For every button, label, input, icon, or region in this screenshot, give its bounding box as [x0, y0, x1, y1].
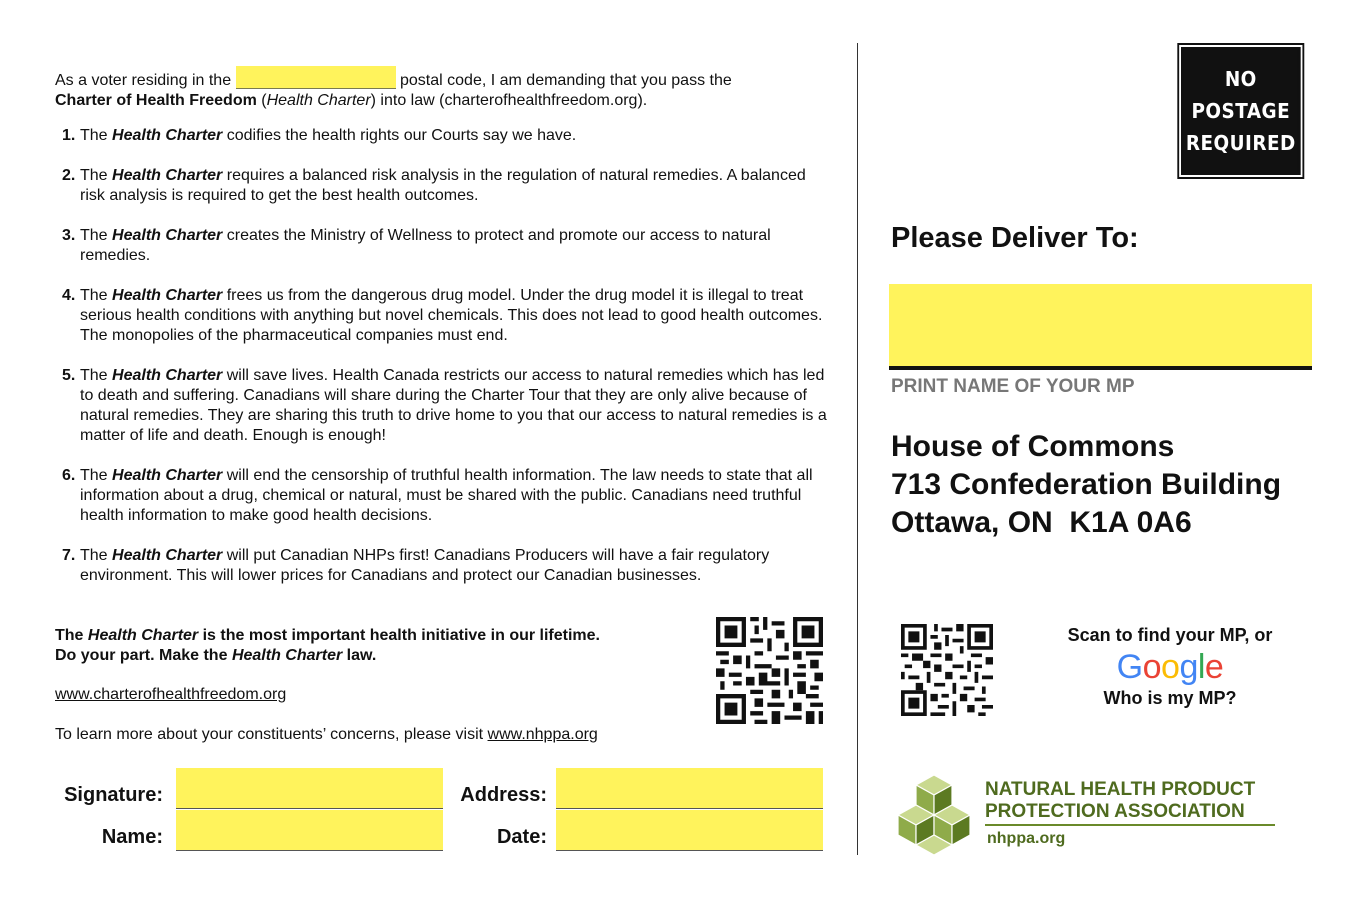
name-label: Name: [101, 826, 163, 848]
closing-charter: Health Charter [231, 647, 343, 664]
google-search-query: Who is my MP? [1103, 688, 1237, 708]
item-text: requires a balanced risk analysis in the regulation of natural remedies. A balanced risk analysis is required to get the best health outcomes. [80, 167, 806, 204]
google-letter: e [1204, 648, 1224, 686]
item-lead: The [80, 287, 108, 304]
item-text: will put Canadian NHPs first! Canadians Producers will have a fair regulatory environment. This will lower prices for Canadians and protect our Canadian businesses. [80, 547, 770, 584]
item-lead: The [80, 467, 108, 484]
date-field[interactable] [556, 810, 823, 851]
charter-name: Charter of Health Freedom [55, 92, 257, 109]
address-line: 713 Confederation Building [891, 468, 1282, 501]
mp-name-label: PRINT NAME OF YOUR MP [891, 376, 1135, 397]
vertical-divider [857, 43, 858, 855]
item-charter: Health Charter [112, 127, 223, 144]
closing-text: is the most important health initiative in our lifetime. [202, 627, 600, 644]
item-text: codifies the health rights our Courts say we have. [226, 127, 577, 144]
list-item [55, 466, 835, 526]
item-text: creates the Ministry of Wellness to protect and promote our access to natural remedies. [80, 227, 771, 264]
charter-qr-code[interactable] [716, 617, 823, 724]
item-charter: Health Charter [112, 227, 223, 244]
address-line: Ottawa, ON K1A 0A6 [891, 506, 1192, 539]
closing-text: law. [346, 647, 377, 664]
deliver-heading: Please Deliver To: [891, 222, 1139, 254]
item-text: will save lives. Health Canada restricts our access to natural remedies which has led to death and suffering. Canadians will share during the Charter Tour that they are only alive because of natural remedies. They are sharing this truth to drive home to you that our access to natural remedies is a matter of life and death. Enough is enough! [80, 367, 827, 444]
google-logo[interactable] [1045, 648, 1295, 687]
item-lead: The [80, 167, 108, 184]
address-field[interactable] [556, 768, 823, 809]
list-item [55, 366, 835, 446]
item-charter: Health Charter [112, 547, 223, 564]
charter-short: Health Charter [266, 92, 371, 109]
org-name-line: NATURAL HEALTH PRODUCT [985, 779, 1256, 800]
item-text: will end the censorship of truthful health information. The law needs to state that all information about a drug, chemical or natural, must be shared with the public. Canadians need truthful health information to make good health decisions. [80, 467, 813, 524]
item-lead: The [80, 127, 108, 144]
item-charter: Health Charter [112, 287, 223, 304]
signature-field[interactable] [176, 768, 443, 809]
date-label: Date: [496, 826, 547, 848]
closing-charter: Health Charter [87, 627, 199, 644]
item-lead: The [80, 227, 108, 244]
item-charter: Health Charter [112, 367, 223, 384]
item-lead: The [80, 367, 108, 384]
item-lead: The [80, 547, 108, 564]
item-text: frees us from the dangerous drug model. Under the drug model it is illegal to treat serious health conditions with anything but novel chemicals. This does not lead to good health outcomes. The monopolies of the pharmaceutical companies must end. [80, 287, 823, 344]
item-number: 2. [62, 167, 76, 184]
charter-points-list [55, 126, 835, 606]
list-item [55, 166, 835, 206]
item-number: 4. [62, 287, 76, 304]
postage-stamp-box [1181, 47, 1301, 175]
address-line: House of Commons [891, 430, 1175, 463]
closing-text: Do your part. Make the [55, 647, 228, 664]
google-letter: g [1179, 648, 1198, 686]
google-letter: o [1161, 648, 1180, 686]
learn-more-text [55, 726, 598, 744]
learn-text: To learn more about your constituents’ concerns, please visit [55, 726, 484, 743]
stamp-line: NO [1224, 67, 1257, 91]
item-number: 5. [62, 367, 76, 384]
list-item [55, 546, 835, 586]
item-number: 3. [62, 227, 76, 244]
scan-instruction: Scan to find your MP, or [1067, 625, 1273, 645]
nhppa-link[interactable]: www.nhppa.org [487, 726, 598, 743]
org-name [985, 779, 1255, 823]
org-domain[interactable]: nhppa.org [987, 830, 1066, 847]
item-number: 1. [62, 127, 76, 144]
address-label: Address: [460, 784, 547, 806]
closing-text: The [55, 627, 84, 644]
stamp-line: REQUIRED [1185, 131, 1296, 155]
mp-name-field[interactable] [889, 284, 1312, 370]
item-charter: Health Charter [112, 167, 223, 184]
google-letter: o [1142, 648, 1162, 686]
item-charter: Health Charter [112, 467, 223, 484]
closing-statement [55, 626, 695, 666]
paren: ( [261, 92, 267, 109]
org-underline [985, 824, 1275, 826]
nhppa-cubes-logo-icon [893, 773, 975, 855]
name-field[interactable] [176, 810, 443, 851]
intro-text-2: postal code, I am demanding that you pass the [400, 72, 732, 89]
item-number: 7. [62, 547, 76, 564]
org-name-line: PROTECTION ASSOCIATION [985, 801, 1245, 822]
list-item [55, 126, 835, 146]
signature-label: Signature: [64, 784, 163, 806]
intro-paragraph [55, 66, 845, 111]
intro-text-3: ) into law (charterofhealthfreedom.org). [370, 92, 648, 109]
postal-code-blank[interactable] [236, 66, 396, 89]
google-letter: l [1197, 648, 1205, 686]
charter-website-link[interactable]: www.charterofhealthfreedom.org [55, 686, 287, 703]
intro-text: As a voter residing in the [55, 72, 232, 89]
list-item [55, 226, 835, 266]
stamp-line: POSTAGE [1191, 99, 1291, 123]
mailing-address [891, 428, 1281, 542]
item-number: 6. [62, 467, 76, 484]
google-letter: G [1116, 648, 1143, 686]
find-mp-qr-code[interactable] [901, 624, 993, 716]
list-item [55, 286, 835, 346]
